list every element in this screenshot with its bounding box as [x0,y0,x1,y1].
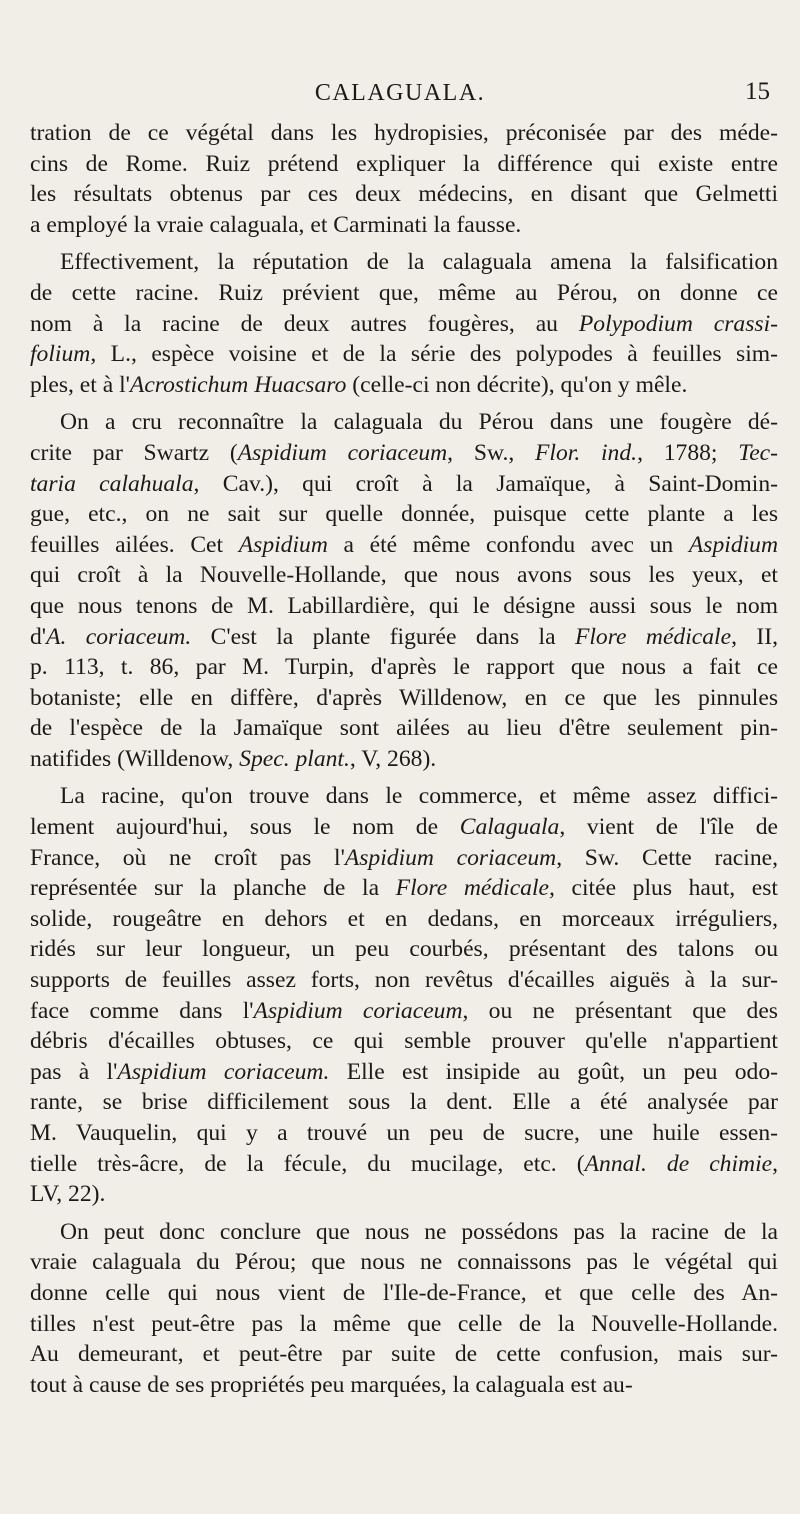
text-line [30,622,778,653]
text-line [30,1026,778,1057]
text-line [30,1149,778,1180]
italic-text: Flore médicale, [395,875,555,902]
italic-text: Spec. plant. [239,745,350,772]
text-line [30,781,778,812]
italic-text: Flore médicale [574,623,732,650]
text-run: nom à la racine de deux autres fougères, au [30,310,579,337]
text-line [30,1309,778,1340]
text-line [30,118,778,149]
page-header [0,80,800,114]
italic-text: Annal. de chimie [584,1150,773,1177]
text-line [30,1339,778,1370]
text-line [30,339,778,370]
text-line [30,1278,778,1309]
text-run: représentée sur la planche de la [30,875,396,902]
text-run: tielle très-âcre, de la fécule, du mucilage, etc. ( [30,1150,585,1177]
text-line [30,652,778,683]
text-line [30,934,778,965]
text-run: tration de ce végétal dans les hydropisies, préconisée par des méde- [30,120,778,146]
text-run: (celle-ci non décrite), qu'on y mêle. [346,371,688,398]
text-run: France, où ne croît pas l' [30,844,345,871]
text-line [30,713,778,744]
text-run: C'est la plante figurée dans la [191,623,575,650]
text-run: les résultats obtenus par ces deux médecins, en disant que Gelmetti [30,181,778,208]
text-run: botaniste; elle en diffère, d'après Willdenow, en ce que les pinnules [30,684,778,711]
text-run: supports de feuilles assez forts, non revêtus d'écailles aiguës à la sur- [30,967,778,994]
text-line [30,370,778,401]
italic-text: Aspidium coriaceum [253,997,463,1024]
text-line [30,560,778,591]
text-line [30,744,778,775]
text-run: cins de Rome. Ruiz prétend expliquer la différence qui existe entre [30,150,778,177]
text-line [30,1370,778,1401]
paragraph-gap [30,400,778,407]
page-number: 15 [745,78,770,105]
italic-text: Calaguala [459,814,560,841]
text-line [30,247,778,278]
text-run: , ou ne présentant que des [462,997,778,1024]
italic-text: Polypodium crassi- [578,310,778,337]
text-line [30,904,778,935]
text-run: Elle est insipide au goût, un peu odo- [329,1058,778,1085]
paragraph-gap [30,774,778,781]
text-run: , [772,1150,779,1177]
text-run: tilles n'est peut-être pas la même que celle de la Nouvelle-Hollande. [30,1310,778,1337]
text-run: crite par Swartz ( [30,439,238,466]
text-line [30,965,778,996]
paragraph [30,781,778,1209]
text-run: On peut donc conclure que nous ne possédons pas la racine de la [60,1218,778,1245]
text-line [30,499,778,530]
italic-text: Aspidium coriaceum [344,844,557,871]
text-run: feuilles ailées. Cet [30,531,239,558]
text-run: , II, [731,623,778,650]
text-run: M. Vauquelin, qui y a trouvé un peu de sucre, une huile essen- [30,1120,778,1146]
text-run: ples, et à l' [30,371,130,398]
text-line [30,278,778,309]
text-run: La racine, qu'on trouve dans le commerce, et même assez diffici- [60,783,778,810]
text-run: d' [30,623,47,650]
text-run: de cette racine. Ruiz prévient que, même au Pérou, on donne ce [30,279,778,306]
text-run: p. 113, t. 86, par M. Turpin, d'après le rapport que nous a fait ce [30,654,778,681]
text-run: lement aujourd'hui, sous le nom de [30,814,460,841]
paragraph-gap [30,240,778,247]
text-line [30,812,778,843]
text-line [30,149,778,180]
text-run: , Sw. Cette racine, [556,844,778,871]
text-run: Effectivement, la réputation de la calaguala amena la falsification [60,249,778,276]
text-line [30,1087,778,1118]
text-run: On a cru reconnaître la calaguala du Pérou dans une fougère dé- [60,409,778,436]
text-run: LV, 22). [30,1181,106,1208]
text-line [30,1217,778,1248]
text-run: ridés sur leur longueur, un peu courbés, présentant des talons ou [30,936,778,963]
italic-text: Aspidium [688,531,779,558]
text-run: , Cav.), qui croît à la Jamaïque, à Saint-Domin- [193,470,778,497]
text-run: que nous tenons de M. Labillardière, qui le désigne aussi sous le nom [30,592,778,619]
text-run: , L., espèce voisine et de la série des polypodes à feuilles sim- [90,341,778,368]
text-line [30,843,778,874]
text-line [30,873,778,904]
text-run: donne celle qui nous vient de l'Ile-de-France, et que celle des An- [30,1279,778,1306]
text-line [30,530,778,561]
text-run: , vient de l'île de [559,814,778,841]
italic-text: Aspidium coriaceum [237,439,448,466]
text-line [30,438,778,469]
text-line [30,469,778,500]
text-run: débris d'écailles obtuses, ce qui semble prouver qu'elle n'appartient [30,1028,778,1055]
italic-text: folium [30,341,91,368]
italic-text: A. coriaceum. [46,623,192,650]
running-title: CALAGUALA. [314,80,486,106]
text-run: a employé la vraie calaguala, et Carminati la fausse. [30,211,522,238]
text-run: gue, etc., on ne sait sur quelle donnée, puisque cette plante a les [30,501,778,528]
text-run: rante, se brise difficilement sous la dent. Elle a été analysée par [30,1089,778,1116]
text-line [30,309,778,340]
text-run: , Sw., [447,439,536,466]
text-run: pas à l' [30,1058,118,1085]
paragraph [30,118,778,240]
text-line [30,179,778,210]
italic-text: Flor. ind. [535,439,638,466]
text-line [30,1179,778,1210]
text-line [30,683,778,714]
italic-text: Aspidium coriaceum. [117,1058,330,1085]
text-run: de l'espèce de la Jamaïque sont ailées au lieu d'être seulement pin- [30,715,778,742]
text-run: face comme dans l' [30,997,254,1024]
text-run: natifides (Willdenow, [30,745,240,772]
italic-text: Acrostichum Huacsaro [129,371,347,398]
text-line [30,1247,778,1278]
text-run: , 1788; [637,439,739,466]
text-run: a été même confondu avec un [327,531,689,558]
text-line [30,210,778,241]
text-line [30,1057,778,1088]
paragraph [30,247,778,400]
text-run: qui croît à la Nouvelle-Hollande, que nous avons sous les yeux, et [30,562,778,589]
text-run: Au demeurant, et peut-être par suite de cette confusion, mais sur- [30,1341,778,1368]
text-run: tout à cause de ses propriétés peu marquées, la calaguala est au- [30,1371,633,1398]
italic-text: Aspidium [238,531,328,558]
text-line [30,591,778,622]
text-line [30,407,778,438]
italic-text: Tec- [738,439,778,466]
body-text [30,118,778,1400]
paragraph [30,407,778,774]
text-run: solide, rougeâtre en dehors et en dedans, en morceaux irréguliers, [30,905,778,932]
italic-text: taria calahuala [30,470,194,497]
text-run: vraie calaguala du Pérou; que nous ne connaissons pas le végétal qui [30,1249,778,1276]
paragraph-gap [30,1210,778,1217]
paragraph [30,1217,778,1401]
text-line [30,1118,778,1149]
text-run: , V, 268). [349,745,437,772]
text-run: citée plus haut, est [554,875,778,902]
text-line [30,996,778,1027]
